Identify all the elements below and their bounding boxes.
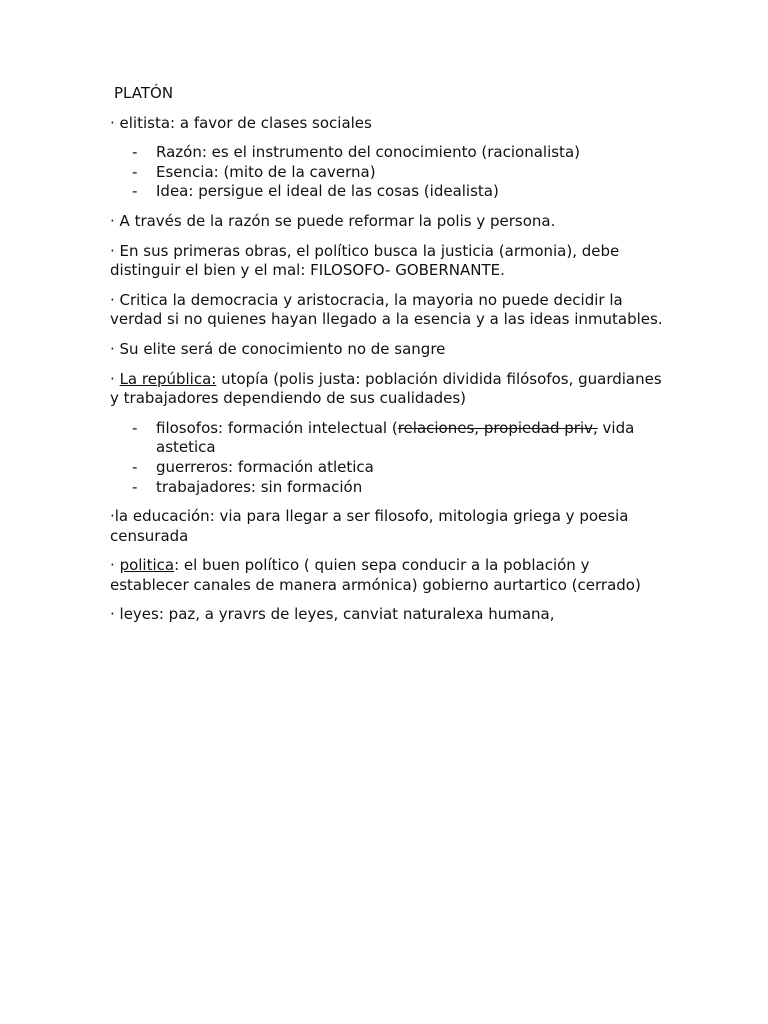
list-item (110, 458, 670, 478)
dash-marker: - (132, 162, 138, 181)
struck-text: relaciones, propiedad priv, (397, 418, 598, 437)
paragraph-politica (110, 556, 670, 595)
paragraph-primeras-obras: · En sus primeras obras, el político busca la justicia (armonia), debe distinguir el bien y el mal: FILOSOFO- GOBERNANTE. (110, 241, 620, 280)
underlined-term-republica: La república: (119, 369, 217, 388)
dash-marker: - (132, 182, 138, 201)
bullet: · (110, 369, 115, 388)
paragraph-elitista: · elitista: a favor de clases sociales (110, 113, 372, 132)
paragraph-critica: · Critica la democracia y aristocracia, la mayoria no puede decidir la verdad si no quienes hayan llegado a la esencia y a las ideas inmutables. (110, 290, 663, 329)
underlined-term-politica: politica (119, 556, 175, 575)
list-item (110, 163, 670, 183)
paragraph-educacion: ·la educación: via para llegar a ser filosofo, mitologia griega y poesia censurada (110, 507, 629, 545)
list-item-text: guerreros: formación atletica (156, 457, 374, 476)
paragraph-politica-text: : el buen político ( quien sepa conducir a la población y establecer canales de manera armónica) gobierno aurtartico (cerrado) (110, 556, 641, 594)
list-item (110, 478, 670, 498)
dash-marker: - (132, 418, 138, 437)
paragraph-elite: · Su elite será de conocimiento no de sangre (110, 339, 446, 358)
paragraph-razon: · A través de la razón se puede reformar la polis y persona. (110, 211, 556, 230)
dash-marker: - (132, 457, 138, 476)
list-item-text: trabajadores: sin formación (156, 477, 363, 496)
paragraph-republica-text: utopía (polis justa: población dividida filósofos, guardianes y trabajadores dependiendo de sus cualidades) (110, 369, 662, 408)
document-page (110, 84, 670, 635)
document-title: PLATÓN (114, 84, 174, 102)
paragraph-leyes: · leyes: paz, a yravrs de leyes, canviat naturalexa humana, (110, 605, 555, 624)
list-item (110, 182, 670, 202)
list-item (110, 143, 670, 163)
list-clases (110, 419, 670, 497)
list-item-text: Esencia: (mito de la caverna) (156, 162, 376, 181)
list-item (110, 419, 670, 458)
list-item-text: Idea: persigue el ideal de las cosas (idealista) (156, 182, 499, 201)
bullet: · (110, 556, 115, 575)
list-item-text-after: vida astetica (156, 418, 635, 457)
dash-marker: - (132, 477, 138, 496)
list-item-text: Razón: es el instrumento del conocimiento (racionalista) (156, 143, 580, 162)
paragraph-republica (110, 370, 670, 409)
list-conceptos (110, 143, 670, 202)
list-item-text: filosofos: formación intelectual ( (156, 418, 398, 437)
dash-marker: - (132, 143, 138, 162)
